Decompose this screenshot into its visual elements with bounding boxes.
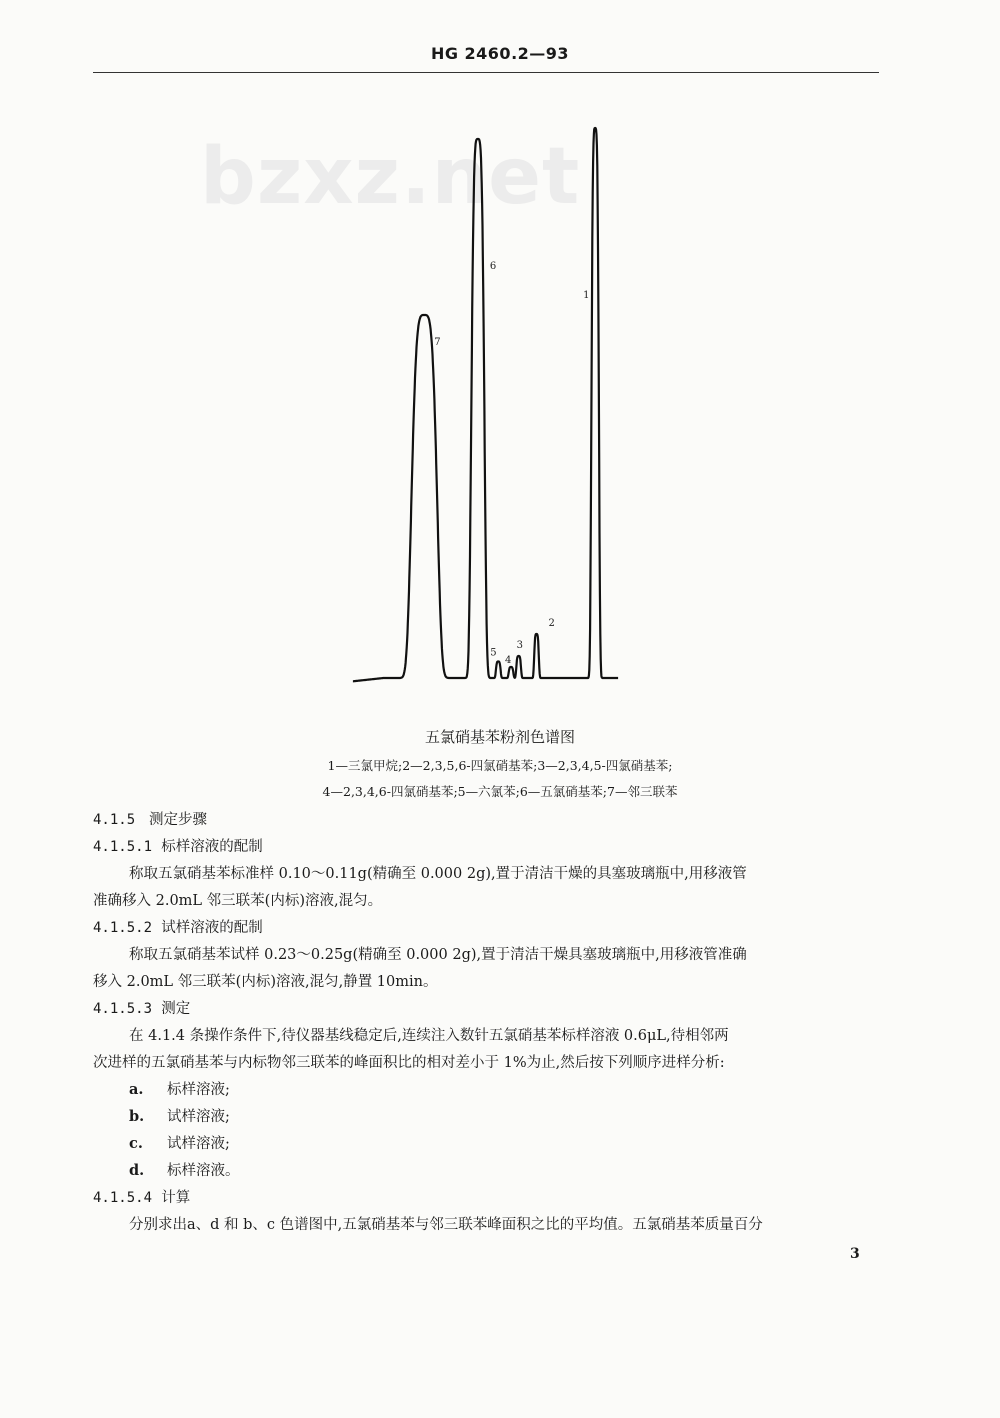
list-item <box>129 1105 230 1126</box>
paragraph-line: 准确移入 2.0mL 邻三联苯(内标)溶液,混匀。 <box>93 893 383 909</box>
header-rule <box>93 72 879 73</box>
list-text: 标样溶液。 <box>167 1163 240 1179</box>
section-title: 标样溶液的配制 <box>161 839 263 855</box>
chromatogram-chart <box>93 118 879 708</box>
figure-legend-line-1: 1—三氯甲烷;2—2,3,5,6-四氯硝基苯;3—2,3,4,5-四氯硝基苯; <box>327 758 673 773</box>
section-number: 4.1.5.3 <box>93 1001 153 1017</box>
section-4-1-5 <box>93 808 883 829</box>
paragraph-line: 称取五氯硝基苯标准样 0.10～0.11g(精确至 0.000 2g),置于清洁干燥的具塞玻璃瓶中,用移液管 <box>129 866 747 882</box>
chromatogram-figure <box>93 118 879 708</box>
section-4-1-5-3 <box>93 997 883 1018</box>
section-title: 测定步骤 <box>148 812 207 828</box>
list-marker: c. <box>129 1135 143 1152</box>
paragraph-line: 称取五氯硝基苯试样 0.23～0.25g(精确至 0.000 2g),置于清洁干燥具塞玻璃瓶中,用移液管准确 <box>129 947 747 963</box>
section-number: 4.1.5.1 <box>93 839 153 855</box>
peak-label-6: 6 <box>489 261 497 272</box>
section-4-1-5-4 <box>93 1186 883 1207</box>
paragraph-line: 在 4.1.4 条操作条件下,待仪器基线稳定后,连续注入数针五氯硝基苯标样溶液 0.6μL,待相邻两 <box>129 1028 729 1044</box>
list-marker: a. <box>129 1081 144 1098</box>
list-item <box>129 1159 240 1180</box>
paragraph-line: 移入 2.0mL 邻三联苯(内标)溶液,混匀,静置 10min。 <box>93 974 438 990</box>
section-4-1-5-2 <box>93 916 883 937</box>
peak-label-3: 3 <box>516 640 523 651</box>
section-title: 测定 <box>161 1001 191 1017</box>
section-title: 计算 <box>161 1190 191 1206</box>
list-item <box>129 1132 230 1153</box>
section-title: 试样溶液的配制 <box>161 920 263 936</box>
watermark: bzxz.net <box>200 132 581 222</box>
paragraph-line: 次进样的五氯硝基苯与内标物邻三联苯的峰面积比的相对差小于 1%为止,然后按下列顺序进样分析: <box>93 1055 725 1071</box>
section-4-1-5-1 <box>93 835 883 856</box>
figure-caption: 五氯硝基苯粉剂色谱图 <box>424 728 575 746</box>
figure-legend-line-2: 4—2,3,4,6-四氯硝基苯;5—六氯苯;6—五氯硝基苯;7—邻三联苯 <box>322 784 678 799</box>
peak-label-5: 5 <box>490 647 497 659</box>
list-marker: d. <box>129 1162 145 1179</box>
chromatogram-trace <box>353 128 618 681</box>
section-number: 4.1.5.2 <box>93 920 153 936</box>
list-marker: b. <box>129 1108 145 1125</box>
section-number: 4.1.5 <box>93 812 136 828</box>
list-text: 标样溶液; <box>167 1082 230 1098</box>
peak-label-7: 7 <box>434 337 441 348</box>
list-item <box>129 1078 230 1099</box>
page-number: 3 <box>850 1246 860 1262</box>
peak-label-2: 2 <box>548 618 555 629</box>
section-number: 4.1.5.4 <box>93 1190 153 1206</box>
peak-label-4: 4 <box>505 655 512 666</box>
page-header: HG 2460.2—93 <box>430 44 570 63</box>
list-text: 试样溶液; <box>167 1136 230 1152</box>
paragraph-line: 分别求出a、d 和 b、c 色谱图中,五氯硝基苯与邻三联苯峰面积之比的平均值。五氯硝基苯质量百分 <box>129 1217 763 1233</box>
list-text: 试样溶液; <box>167 1109 230 1125</box>
peak-label-1: 1 <box>583 290 590 301</box>
